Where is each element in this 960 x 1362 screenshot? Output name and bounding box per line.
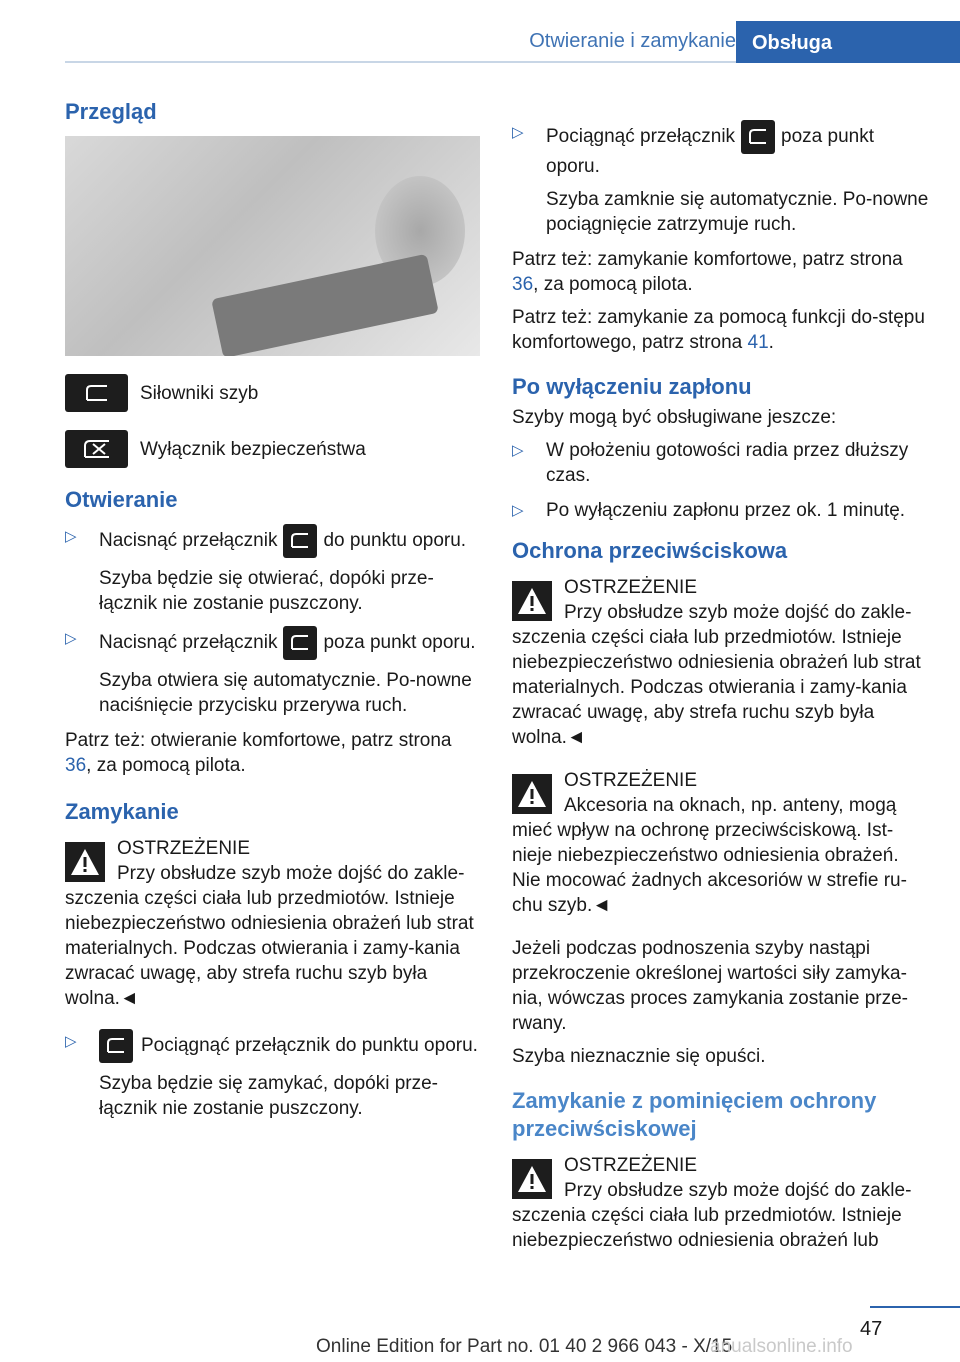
bullet-triangle-icon: ▷ [512,442,524,459]
page-number: 47 [860,1318,883,1340]
closing-steps-cont [512,120,932,237]
window-switch-icon [283,626,317,660]
page-link[interactable]: 36 [65,755,87,776]
legend-safety-switch [65,430,480,468]
heading-pinch-protection: Ochrona przeciwściskowa [512,538,788,563]
door-panel-photo [65,136,480,356]
list-item: ▷ W położeniu gotowości radia przez dłuższy czas. [512,440,909,486]
heading-overview: Przegląd [65,99,157,124]
bullet-triangle-icon: ▷ [512,502,524,519]
left-column [65,98,480,1131]
footer-edition: Online Edition for Part no. 01 40 2 966 043 - X/15 [316,1336,733,1357]
window-switch-icon [99,1029,133,1063]
heading-closing: Zamykanie [65,799,179,824]
legend-window-lifters [65,374,480,412]
ignition-list [512,438,932,523]
warning-triangle-icon [65,842,105,882]
heading-bypass: Zamykanie z pominięciem ochrony przeciwściskowej [512,1088,877,1141]
list-item: ▷ Nacisnąć przełącznik do punktu oporu. Szyba będzie się otwierać, dopóki prze-łącznik nie zostanie puszczony. [65,524,480,616]
legend-label: Wyłącznik bezpieczeństwa [140,438,366,460]
pinch-paragraph: Szyba nieznacznie się opuści. [512,1046,766,1067]
list-item: ▷ Nacisnąć przełącznik poza punkt oporu. Szyba otwiera się automatycznie. Po-nowne naciśnięcie przycisku przerywa ruch. [65,626,480,718]
switch-panel [211,254,439,356]
footer-watermark: anualsonline.info [710,1336,853,1357]
ignition-intro: Szyby mogą być obsługiwane jeszcze: [512,407,837,428]
header-chapter-tab: Obsługa [736,21,960,63]
window-switch-icon [283,524,317,558]
bullet-triangle-icon: ▷ [65,528,77,545]
list-item: ▷ Pociągnąć przełącznik poza punkt oporu. Szyba zamknie się automatycznie. Po-nowne pociągnięcie zatrzymuje ruch. [512,120,932,237]
window-switch-icon [65,374,128,412]
list-item: ▷ Pociągnąć przełącznik do punktu oporu. Szyba będzie się zamykać, dopóki prze-łącznik nie zostanie puszczony. [65,1029,480,1121]
bullet-triangle-icon: ▷ [512,124,524,141]
opening-steps [65,524,480,718]
heading-opening: Otwieranie [65,487,178,512]
see-also-close: Patrz też: zamykanie komfortowe, patrz strona 36, za pomocą pilota. [512,249,903,295]
bullet-triangle-icon: ▷ [65,1033,77,1050]
header-section: Otwieranie i zamykanie [529,30,736,52]
list-item: ▷ Po wyłączeniu zapłonu przez ok. 1 minutę. [512,500,906,521]
pinch-paragraph: Jeżeli podczas podnoszenia szyby nastąpi przekroczenie określonej wartości siły zamyka-nia, wówczas proces zamykania zostanie prze-rwany. [512,938,909,1034]
warning-box: OSTRZEŻENIE Przy obsłudze szyb może dojść do zakle-szczenia części ciała lub przedmiotów. Istnieje niebezpieczeństwo odniesienia obrażeń lub [512,1155,912,1251]
page-link[interactable]: 36 [512,274,534,295]
warning-box: OSTRZEŻENIE Przy obsłudze szyb może dojść do zakle-szczenia części ciała lub przedmiotów. Istnieje niebezpieczeństwo odniesienia obrażeń lub strat materialnych. Podczas otwierania i zamy-kania zwracać uwagę, aby strefa ruchu szyb była wolna.◄ [512,577,921,748]
warning-box: OSTRZEŻENIE Przy obsłudze szyb może dojść do zakle-szczenia części ciała lub przedmiotów. Istnieje niebezpieczeństwo odniesienia obrażeń lub strat materialnych. Podczas otwierania i zamy-kania zwracać uwagę, aby strefa ruchu szyb była wolna.◄ [65,838,474,1009]
see-also-comfort: Patrz też: zamykanie za pomocą funkcji do-stępu komfortowego, patrz strona 41. [512,307,925,353]
warning-box: OSTRZEŻENIE Akcesoria na oknach, np. anteny, mogą mieć wpływ na ochronę przeciwściskową. Ist-nieje niebezpieczeństwo odniesienia obrażeń. Nie mocować żadnych akcesoriów w strefie ru-chu szyb.◄ [512,770,907,916]
safety-switch-icon [65,430,128,468]
see-also-open: Patrz też: otwieranie komfortowe, patrz strona 36, za pomocą pilota. [65,730,452,776]
closing-steps [65,1029,480,1121]
warning-triangle-icon [512,774,552,814]
right-column [512,120,932,1271]
page-link[interactable]: 41 [747,332,769,353]
legend-label: Siłowniki szyb [140,382,259,404]
window-switch-icon [741,120,775,154]
heading-after-ignition: Po wyłączeniu zapłonu [512,374,752,399]
footer-rule [870,1306,960,1308]
warning-triangle-icon [512,1159,552,1199]
warning-triangle-icon [512,581,552,621]
bullet-triangle-icon: ▷ [65,630,77,647]
